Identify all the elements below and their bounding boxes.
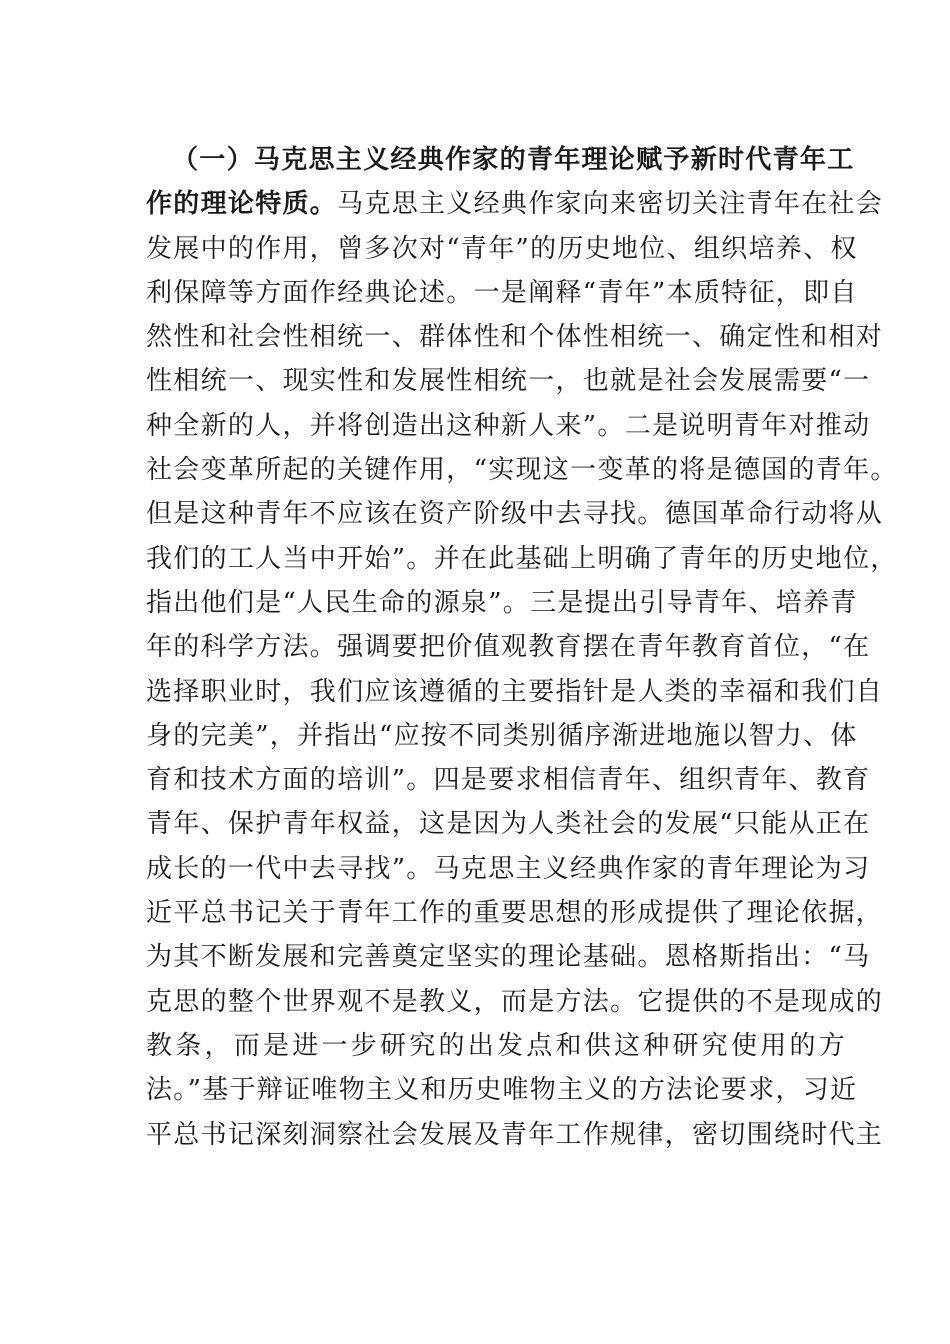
text-line: 利保障等方面作经典论述。一是阐释“青年”本质特征，即自 <box>146 277 858 308</box>
paragraph-body <box>146 138 898 1157</box>
text-line: 教条，而是进一步研究的出发点和供这种研究使用的方 <box>146 1030 846 1061</box>
text-line: 青年、保护青年权益，这是因为人类社会的发展“只能从正在 <box>146 809 871 840</box>
text-line: 然性和社会性相统一、群体性和个体性相统一、确定性和相对 <box>146 322 884 353</box>
text-line: 为其不断发展和完善奠定坚实的理论基础。恩格斯指出：“马 <box>146 942 871 973</box>
heading-line-1: （一）马克思主义经典作家的青年理论赋予新时代青年工 <box>172 145 855 175</box>
text-line: 但是这种青年不应该在资产阶级中去寻找。德国革命行动将从 <box>146 499 884 530</box>
text-line: 平总书记深刻洞察社会发展及青年工作规律，密切围绕时代主 <box>146 1119 884 1150</box>
text-line: 发展中的作用，曾多次对“青年”的历史地位、组织培养、权 <box>146 233 858 264</box>
heading-line-2 <box>146 182 884 226</box>
text-line: 克思的整个世界观不是教义，而是方法。它提供的不是现成的 <box>146 986 884 1017</box>
text-line: 身的完美”，并指出“应按不同类别循序渐进地施以智力、体 <box>146 720 858 751</box>
text-line: 育和技术方面的培训”。四是要求相信青年、组织青年、教育 <box>146 765 871 796</box>
text-line: 性相统一、现实性和发展性相统一，也就是社会发展需要“一 <box>146 366 871 397</box>
text-line: 近平总书记关于青年工作的重要思想的形成提供了理论依据， <box>146 898 884 929</box>
text-line: 社会变革所起的关键作用，“实现这一变革的将是德国的青年。 <box>146 455 898 486</box>
text-line: 选择职业时，我们应该遵循的主要指针是人类的幸福和我们自 <box>146 676 884 707</box>
text-line: 法。”基于辩证唯物主义和历史唯物主义的方法论要求，习近 <box>146 1075 858 1106</box>
heading-line-2-rest: 马克思主义经典作家向来密切关注青年在社会 <box>337 189 884 220</box>
text-line: 我们的工人当中开始”。并在此基础上明确了青年的历史地位， <box>146 543 898 574</box>
heading-line-2-bold: 作的理论特质。 <box>146 189 338 220</box>
text-line: 年的科学方法。强调要把价值观教育摆在青年教育首位，“在 <box>146 632 871 663</box>
text-line: 指出他们是“人民生命的源泉”。三是提出引导青年、培养青 <box>146 587 858 618</box>
text-line: 种全新的人，并将创造出这种新人来”。二是说明青年对推动 <box>146 410 871 441</box>
text-line: 成长的一代中去寻找”。马克思主义经典作家的青年理论为习 <box>146 853 871 884</box>
